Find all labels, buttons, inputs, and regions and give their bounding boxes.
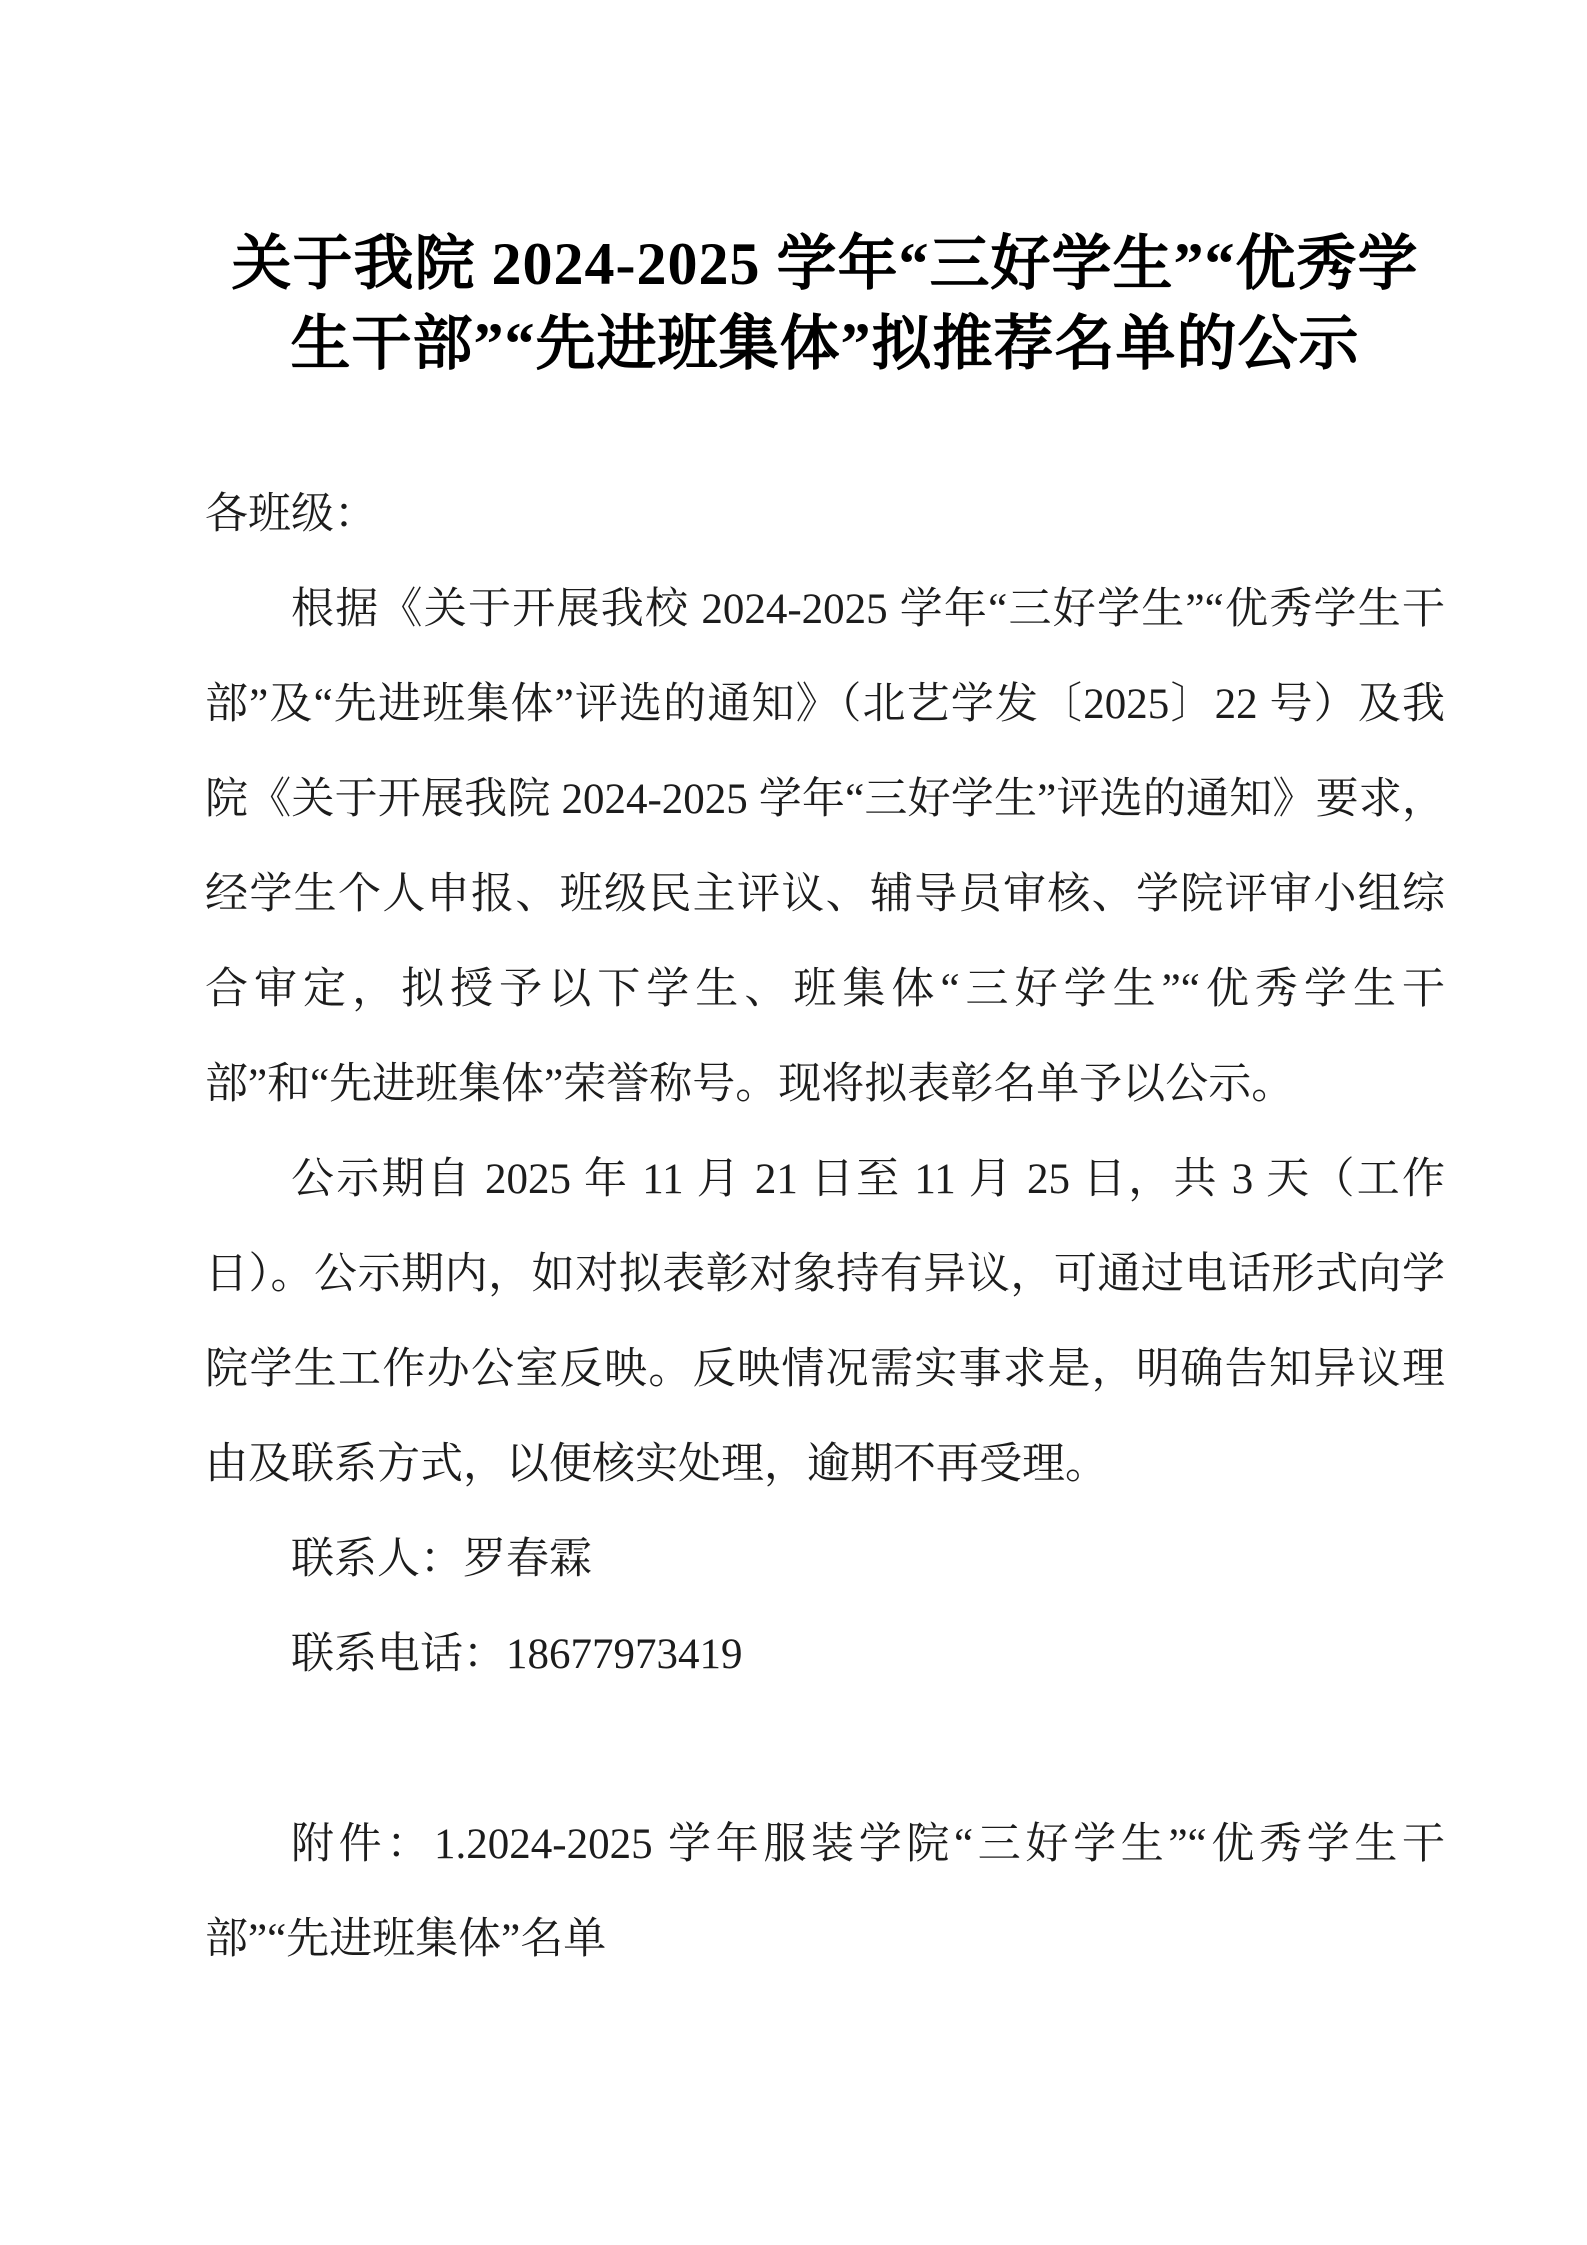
contact-person-line: 联系人：罗春霖 <box>291 1535 592 1583</box>
notice-title: 关于我院 2024-2025 学年“三好学生”“优秀学生干部”“先进班集体”拟推荐名单的公示 <box>231 231 1419 377</box>
notice-content <box>205 225 1445 1987</box>
body-paragraph-publicity-period: 公示期自 2025 年 11 月 21 日至 11 月 25 日，共 3 天（工作日）。公示期内，如对拟表彰对象持有异议，可通过电话形式向学院学生工作办公室反映。反映情况需实事求是，明确告知异议理由及联系方式，以便核实处理，逾期不再受理。 <box>205 1155 1445 1488</box>
body-paragraph-basis: 根据《关于开展我校 2024-2025 学年“三好学生”“优秀学生干部”及“先进班集体”评选的通知》（北艺学发〔2025〕22 号）及我院《关于开展我院 2024-2025 学年“三好学生”评选的通知》要求，经学生个人申报、班级民主评议、辅导员审核、学院评审小组综合审定，拟授予以下学生、班集体“三好学生”“优秀学生干部”和“先进班集体”荣誉称号。现将拟表彰名单予以公示。 <box>205 585 1445 1108</box>
attachment-line: 附件：1.2024-2025 学年服装学院“三好学生”“优秀学生干部”“先进班集体”名单 <box>205 1820 1445 1963</box>
contact-phone-line: 联系电话：18677973419 <box>291 1630 743 1678</box>
salutation: 各班级： <box>205 490 377 538</box>
